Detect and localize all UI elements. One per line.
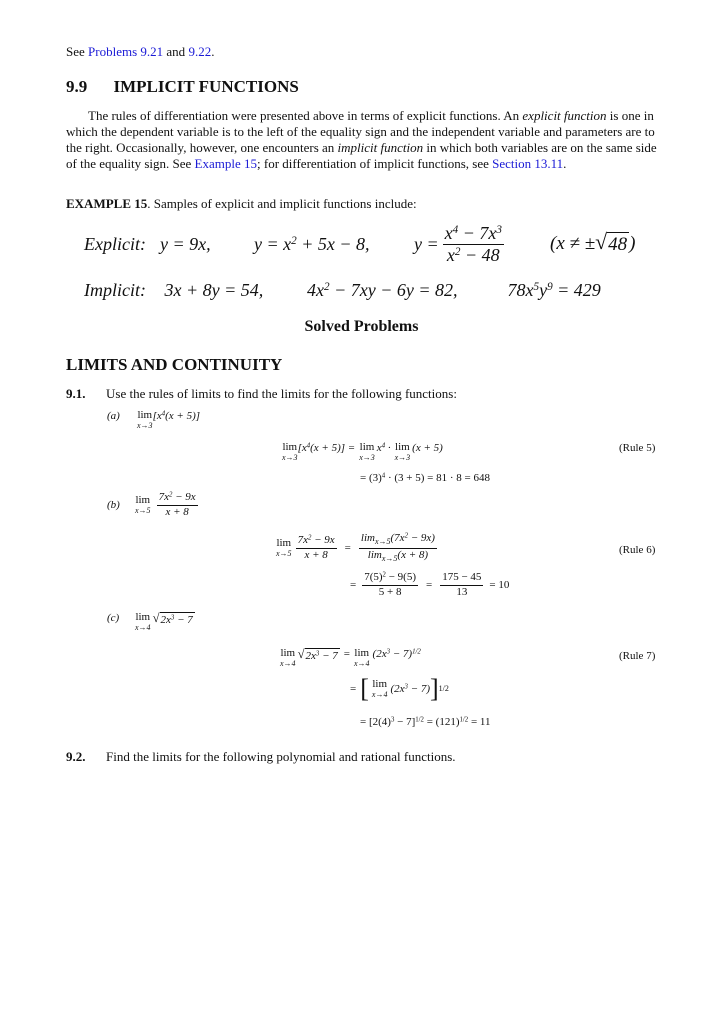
body-paragraph: The rules of differentiation were presented above in terms of explicit functions. An explicit function is one in which the dependent variable is to the left of the equality sign and the independent variable and parameters are to the right. Occasionally, however, one encounters an implicit function in which both variables are on the same side of the equality sign. See Example 15; for differentiation of implicit functions, see Section 13.11. [66, 108, 657, 171]
part-c-statement: (c) lim x→4 √ $2x^3 - 7$ [107, 611, 193, 632]
problems-9-21-link[interactable]: Problems 9.21 [88, 44, 164, 59]
subsection-heading: LIMITS AND CONTINUITY [66, 355, 283, 374]
problem-number: 9.1. [66, 386, 86, 401]
problem-text: Find the limits for the following polynomial and rational functions. [106, 749, 456, 764]
implicit-eq-1: 3x + 8y = 54, [164, 280, 264, 300]
explicit-row [84, 218, 635, 270]
implicit-label: Implicit: [84, 280, 146, 300]
example-label: EXAMPLE 15 [66, 196, 148, 211]
part-c-line-2: = [ lim x→4 $(2x^3 - 7)$ ] 1/2 [350, 674, 449, 703]
problem-number: 9.2. [66, 749, 86, 764]
problem-9-1 [66, 386, 457, 402]
problem-text: Use the rules of limits to find the limits for the following functions: [106, 386, 457, 401]
part-a-line-2: = $(3)^4 \cdot (3 + 5) = 81 \cdot 8 = 648$ [360, 472, 490, 484]
implicit-eq-2: $4x^2 - 7xy - 6y = 82$, [307, 280, 458, 300]
part-b-line-2: = $\frac{7(5)^2 - 9(5)}{5 + 8}$ = $\frac{175 - 45}{13}$ = 10 [350, 571, 510, 598]
rule-5-label: (Rule 5) [619, 442, 656, 454]
example-15-intro: EXAMPLE 15. Samples of explicit and implicit functions include: [66, 196, 417, 211]
explicit-condition: (x ≠ ± √ 48 ) [550, 230, 636, 256]
explicit-eq-3: y = $\frac{x^4 - 7x^3}{x^2 - 48}$ [414, 222, 502, 265]
implicit-row [84, 280, 601, 301]
explicit-label: Explicit: [84, 233, 146, 254]
see-problems-line: See Problems 9.21 and 9.22. [66, 44, 215, 59]
part-b-statement: (b) lim x→5 $\frac{7x^2 - 9x}{x + 8}$ [107, 491, 196, 518]
part-a-statement: (a) lim x→3 $[x^4(x + 5)]$ [107, 409, 201, 430]
section-number: 9.9 [66, 77, 88, 96]
rule-7-label: (Rule 7) [619, 650, 656, 662]
problem-9-2 [66, 749, 456, 765]
part-b-line-1: lim x→5 $\frac{7x^2 - 9x}{x + 8}$ = $\frac{\lim_{x\to 5}(7x^2 - 9x)}{\lim_{x\to 5}(x + 8)}$ [276, 532, 435, 563]
implicit-eq-3: $78x^5y^9 = 429$ [507, 280, 601, 300]
part-a-line-1: lim x→3 $[x^4(x + 5)]$ = lim x→3 $x^4$ · lim x→3 (x + 5) [282, 441, 443, 462]
part-c-line-1: lim x→4 √ $2x^3 - 7$ = lim x→4 $(2x^3 - 7)^{1/2}$ [280, 647, 421, 668]
section-heading [66, 77, 299, 97]
rule-6-label: (Rule 6) [619, 544, 656, 556]
problems-9-22-link[interactable]: 9.22 [188, 44, 212, 59]
explicit-eq-2: $y = x^2 + 5x - 8$, [254, 233, 370, 254]
sqrt-48: √ 48 [595, 230, 628, 256]
explicit-eq-1: y = 9x, [160, 233, 211, 254]
part-c-line-3: = $[2(4)^3 - 7]^{1/2} = (121)^{1/2} = 11$ [360, 716, 491, 728]
section-13-11-link[interactable]: Section 13.11 [492, 156, 564, 171]
solved-problems-heading: Solved Problems [304, 318, 419, 335]
section-title: IMPLICIT FUNCTIONS [113, 77, 299, 96]
example-15-link[interactable]: Example 15 [194, 156, 257, 171]
